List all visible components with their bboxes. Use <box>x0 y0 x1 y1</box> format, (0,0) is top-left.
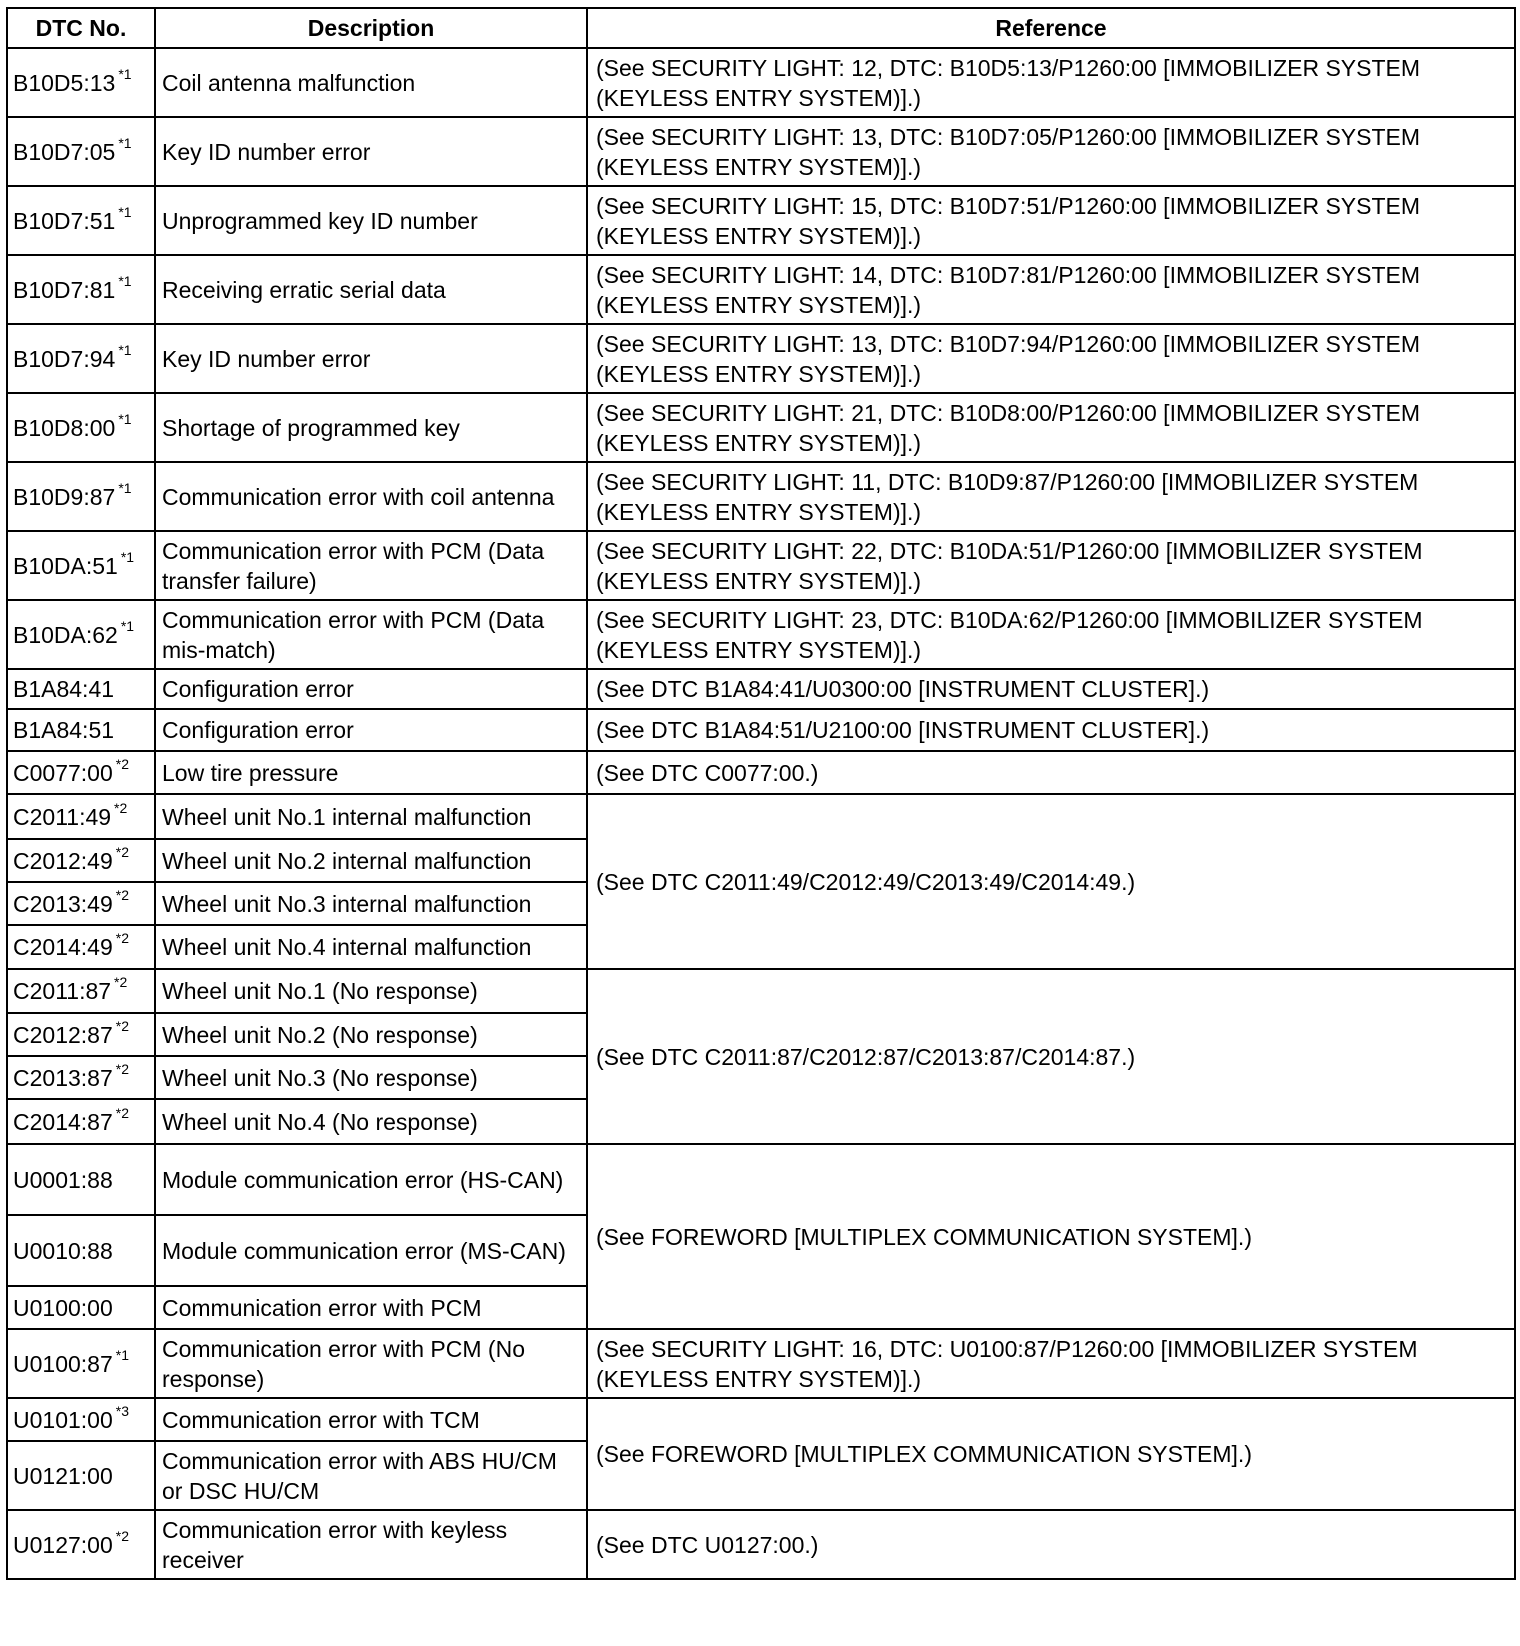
dtc-code-cell <box>7 925 155 969</box>
description-cell: Configuration error <box>155 669 587 709</box>
reference-cell: (See SECURITY LIGHT: 14, DTC: B10D7:81/P1260:00 [IMMOBILIZER SYSTEM (KEYLESS ENTRY SYSTEM)].) <box>587 255 1515 324</box>
description-cell: Wheel unit No.4 internal malfunction <box>155 925 587 969</box>
dtc-code-cell <box>7 186 155 255</box>
reference-cell: (See SECURITY LIGHT: 15, DTC: B10D7:51/P1260:00 [IMMOBILIZER SYSTEM (KEYLESS ENTRY SYSTEM)].) <box>587 186 1515 255</box>
table-header <box>7 8 1515 48</box>
description-cell: Key ID number error <box>155 117 587 186</box>
footnote-mark: *1 <box>118 272 132 289</box>
dtc-code-cell <box>7 324 155 393</box>
description-cell: Communication error with PCM <box>155 1286 587 1329</box>
dtc-code-cell <box>7 1286 155 1329</box>
table-row <box>7 48 1515 117</box>
dtc-code: U0127:00 <box>13 1531 113 1558</box>
dtc-code-cell <box>7 751 155 794</box>
dtc-code: C2012:49 <box>13 847 113 874</box>
table-row <box>7 324 1515 393</box>
dtc-code-cell <box>7 48 155 117</box>
dtc-code: B10D7:05 <box>13 138 116 165</box>
dtc-code-cell <box>7 393 155 462</box>
dtc-code: B1A84:41 <box>13 676 115 702</box>
description-cell: Low tire pressure <box>155 751 587 794</box>
dtc-code: B10DA:62 <box>13 621 118 648</box>
dtc-code: U0100:00 <box>13 1294 113 1321</box>
reference-cell: (See SECURITY LIGHT: 16, DTC: U0100:87/P1260:00 [IMMOBILIZER SYSTEM (KEYLESS ENTRY SYSTEM)].) <box>587 1329 1515 1398</box>
table-row <box>7 1510 1515 1579</box>
footnote-mark: *1 <box>120 548 135 565</box>
dtc-code-cell <box>7 1441 155 1510</box>
description-cell: Key ID number error <box>155 324 587 393</box>
dtc-table <box>6 7 1516 1580</box>
footnote-mark: *2 <box>115 755 129 772</box>
footnote-mark: *1 <box>118 479 132 496</box>
table-row <box>7 531 1515 600</box>
dtc-code: U0100:87 <box>13 1350 113 1377</box>
dtc-code: C0077:00 <box>13 759 113 786</box>
dtc-code-cell <box>7 1144 155 1215</box>
footnote-mark: *2 <box>115 1060 129 1077</box>
table-row <box>7 1144 1515 1215</box>
dtc-code-cell <box>7 882 155 925</box>
dtc-code-cell <box>7 709 155 751</box>
footnote-mark: *2 <box>114 799 128 816</box>
table-row <box>7 751 1515 794</box>
description-cell: Module communication error (HS-CAN) <box>155 1144 587 1215</box>
footnote-mark: *1 <box>118 134 132 151</box>
footnote-mark: *1 <box>118 341 132 358</box>
footnote-mark: *2 <box>115 1527 129 1544</box>
dtc-code: B1A84:51 <box>13 717 115 743</box>
dtc-code: B10D5:13 <box>13 69 116 96</box>
description-cell: Communication error with TCM <box>155 1398 587 1441</box>
description-cell: Wheel unit No.3 internal malfunction <box>155 882 587 925</box>
dtc-code: B10DA:51 <box>13 552 118 579</box>
description-cell: Wheel unit No.1 internal malfunction <box>155 794 587 839</box>
description-cell: Communication error with PCM (Data transfer failure) <box>155 531 587 600</box>
dtc-code-cell <box>7 531 155 600</box>
footnote-mark: *1 <box>120 617 135 634</box>
dtc-code: C2011:49 <box>13 803 112 830</box>
reference-cell: (See DTC B1A84:51/U2100:00 [INSTRUMENT CLUSTER].) <box>587 709 1515 751</box>
dtc-code: C2011:87 <box>13 978 112 1004</box>
dtc-code-cell <box>7 1099 155 1144</box>
description-cell: Configuration error <box>155 709 587 751</box>
dtc-code-cell <box>7 969 155 1013</box>
reference-cell: (See SECURITY LIGHT: 23, DTC: B10DA:62/P1260:00 [IMMOBILIZER SYSTEM (KEYLESS ENTRY SYSTEM)].) <box>587 600 1515 669</box>
footnote-mark: *2 <box>115 930 129 946</box>
description-cell: Wheel unit No.2 internal malfunction <box>155 839 587 882</box>
header-reference: Reference <box>587 8 1515 48</box>
dtc-code-cell <box>7 1056 155 1099</box>
dtc-code: U0101:00 <box>13 1406 113 1433</box>
dtc-code-cell <box>7 462 155 531</box>
description-cell: Shortage of programmed key <box>155 393 587 462</box>
reference-cell: (See FOREWORD [MULTIPLEX COMMUNICATION SYSTEM].) <box>587 1144 1515 1329</box>
header-dtc-no: DTC No. <box>7 8 155 48</box>
dtc-code: C2014:87 <box>13 1108 113 1135</box>
table-row <box>7 969 1515 1013</box>
dtc-code: B10D7:51 <box>13 207 116 234</box>
table-row <box>7 393 1515 462</box>
dtc-code: C2013:49 <box>13 890 113 917</box>
reference-cell: (See SECURITY LIGHT: 13, DTC: B10D7:94/P1260:00 [IMMOBILIZER SYSTEM (KEYLESS ENTRY SYSTEM)].) <box>587 324 1515 393</box>
description-cell: Communication error with keyless receiver <box>155 1510 587 1579</box>
dtc-code-cell <box>7 600 155 669</box>
dtc-code-cell <box>7 1329 155 1398</box>
footnote-mark: *2 <box>114 974 128 990</box>
description-cell: Receiving erratic serial data <box>155 255 587 324</box>
description-cell: Unprogrammed key ID number <box>155 186 587 255</box>
reference-cell: (See SECURITY LIGHT: 13, DTC: B10D7:05/P1260:00 [IMMOBILIZER SYSTEM (KEYLESS ENTRY SYSTEM)].) <box>587 117 1515 186</box>
dtc-code: C2013:87 <box>13 1064 113 1091</box>
table-row <box>7 1398 1515 1441</box>
dtc-code-cell <box>7 669 155 709</box>
dtc-code-cell <box>7 839 155 882</box>
reference-cell: (See DTC C0077:00.) <box>587 751 1515 794</box>
reference-cell: (See SECURITY LIGHT: 11, DTC: B10D9:87/P1260:00 [IMMOBILIZER SYSTEM (KEYLESS ENTRY SYSTEM)].) <box>587 462 1515 531</box>
header-description: Description <box>155 8 587 48</box>
footnote-mark: *2 <box>115 886 129 903</box>
footnote-mark: *2 <box>115 1017 129 1034</box>
footnote-mark: *1 <box>118 203 132 220</box>
reference-cell: (See SECURITY LIGHT: 21, DTC: B10D8:00/P1260:00 [IMMOBILIZER SYSTEM (KEYLESS ENTRY SYSTEM)].) <box>587 393 1515 462</box>
table-row <box>7 186 1515 255</box>
reference-cell: (See SECURITY LIGHT: 12, DTC: B10D5:13/P1260:00 [IMMOBILIZER SYSTEM (KEYLESS ENTRY SYSTEM)].) <box>587 48 1515 117</box>
dtc-code: B10D7:94 <box>13 345 116 372</box>
table-row <box>7 600 1515 669</box>
description-cell: Coil antenna malfunction <box>155 48 587 117</box>
description-cell: Wheel unit No.3 (No response) <box>155 1056 587 1099</box>
dtc-code-cell <box>7 1013 155 1056</box>
footnote-mark: *3 <box>115 1402 129 1419</box>
dtc-code-cell <box>7 1510 155 1579</box>
reference-cell: (See DTC B1A84:41/U0300:00 [INSTRUMENT CLUSTER].) <box>587 669 1515 709</box>
description-cell: Communication error with PCM (Data mis-match) <box>155 600 587 669</box>
dtc-code-cell <box>7 117 155 186</box>
dtc-code-cell <box>7 1398 155 1441</box>
table-row <box>7 462 1515 531</box>
reference-cell: (See SECURITY LIGHT: 22, DTC: B10DA:51/P1260:00 [IMMOBILIZER SYSTEM (KEYLESS ENTRY SYSTEM)].) <box>587 531 1515 600</box>
footnote-mark: *2 <box>115 1104 129 1121</box>
table-row <box>7 669 1515 709</box>
reference-cell: (See DTC C2011:49/C2012:49/C2013:49/C2014:49.) <box>587 794 1515 969</box>
dtc-code: B10D7:81 <box>13 276 116 303</box>
table-row <box>7 117 1515 186</box>
dtc-code-cell <box>7 255 155 324</box>
description-cell: Wheel unit No.2 (No response) <box>155 1013 587 1056</box>
description-cell: Wheel unit No.1 (No response) <box>155 969 587 1013</box>
description-cell: Communication error with coil antenna <box>155 462 587 531</box>
dtc-code: C2012:87 <box>13 1021 113 1048</box>
table-body <box>7 48 1515 1579</box>
dtc-code-cell <box>7 794 155 839</box>
footnote-mark: *1 <box>118 410 132 427</box>
description-cell: Module communication error (MS-CAN) <box>155 1215 587 1286</box>
footnote-mark: *1 <box>118 65 132 82</box>
description-cell: Communication error with ABS HU/CM or DSC HU/CM <box>155 1441 587 1510</box>
header-row <box>7 8 1515 48</box>
dtc-code: U0010:88 <box>13 1237 113 1264</box>
table-row <box>7 1329 1515 1398</box>
dtc-code: U0001:88 <box>13 1166 113 1193</box>
description-cell: Communication error with PCM (No response) <box>155 1329 587 1398</box>
footnote-mark: *2 <box>115 843 129 860</box>
dtc-code: B10D8:00 <box>13 414 116 441</box>
table-row <box>7 709 1515 751</box>
dtc-code: U0121:00 <box>13 1462 113 1489</box>
reference-cell: (See DTC U0127:00.) <box>587 1510 1515 1579</box>
table-row <box>7 794 1515 839</box>
reference-cell: (See DTC C2011:87/C2012:87/C2013:87/C2014:87.) <box>587 969 1515 1144</box>
footnote-mark: *1 <box>115 1346 129 1363</box>
dtc-code-cell <box>7 1215 155 1286</box>
reference-cell: (See FOREWORD [MULTIPLEX COMMUNICATION SYSTEM].) <box>587 1398 1515 1510</box>
table-row <box>7 255 1515 324</box>
dtc-code: B10D9:87 <box>13 483 116 510</box>
description-cell: Wheel unit No.4 (No response) <box>155 1099 587 1144</box>
dtc-code: C2014:49 <box>13 934 113 960</box>
